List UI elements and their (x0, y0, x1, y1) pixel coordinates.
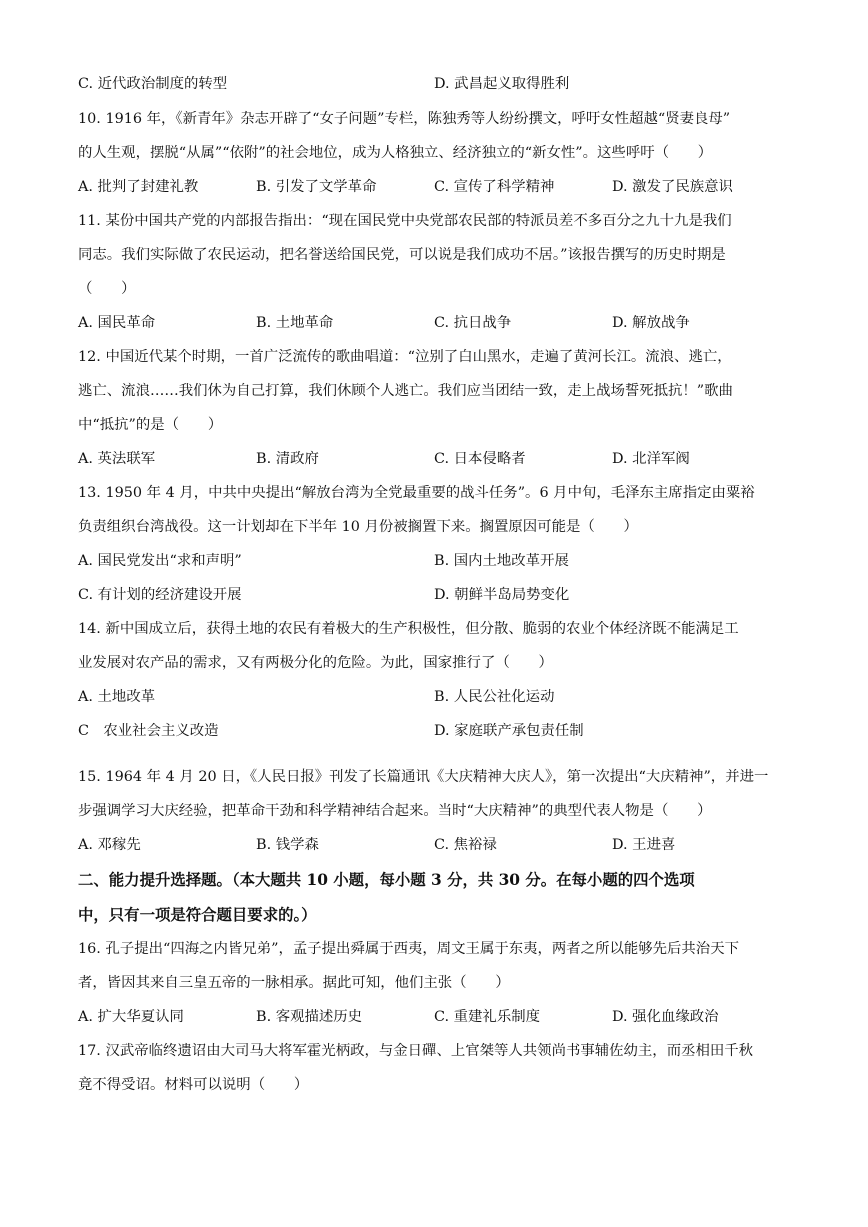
q12-stem-line-1: 12. 中国近代某个时期，一首广泛流传的歌曲唱道：“泣别了白山黑水，走遍了黄河长江。流浪、逃亡， (78, 349, 732, 365)
q16-stem-line-1: 16. 孔子提出“四海之内皆兄弟”，孟子提出舜属于西夷，周文王属于东夷，两者之所以能够先后共治天下 (78, 941, 739, 957)
q17-stem-line-2: 竟不得受诏。材料可以说明（ ） (78, 1077, 309, 1093)
q13-option-d: D. 朝鲜半岛局势变化 (434, 587, 570, 603)
q14-stem-line-1: 14. 新中国成立后，获得土地的农民有着极大的生产积极性，但分散、脆弱的农业个体经济既不能满足工 (78, 621, 739, 637)
q13-option-c: C. 有计划的经济建设开展 (78, 587, 242, 603)
q16-option-d: D. 强化血缘政治 (612, 1009, 719, 1025)
q10-option-c: C. 宣传了科学精神 (434, 179, 555, 195)
q9-option-c: C. 近代政治制度的转型 (78, 76, 228, 92)
q15-stem-line-2: 步强调学习大庆经验，把革命干劲和科学精神结合起来。当时“大庆精神”的典型代表人物是（ ） (78, 803, 712, 819)
q12-option-d: D. 北洋军阀 (612, 451, 690, 467)
q12-option-c: C. 日本侵略者 (434, 451, 526, 467)
q12-option-a: A. 英法联军 (78, 451, 156, 467)
q15-option-b: B. 钱学森 (256, 837, 319, 853)
q12-stem-line-2: 逃亡、流浪……我们休为自己打算，我们休顾个人逃亡。我们应当团结一致，走上战场誓死抵抗！”歌曲 (78, 383, 733, 399)
q15-option-c: C. 焦裕禄 (434, 837, 497, 853)
q16-option-c: C. 重建礼乐制度 (434, 1009, 540, 1025)
q15-option-a: A. 邓稼先 (78, 837, 141, 853)
q17-stem-line-1: 17. 汉武帝临终遗诏由大司马大将军霍光柄政，与金日磾、上官桀等人共领尚书事辅佐幼主，而丞相田千秋 (78, 1043, 754, 1059)
q16-stem-line-2: 者，皆因其来自三皇五帝的一脉相承。据此可知，他们主张（ ） (78, 975, 510, 991)
q11-option-c: C. 抗日战争 (434, 315, 512, 331)
q15-option-d: D. 王进喜 (612, 837, 676, 853)
q10-option-b: B. 引发了文学革命 (256, 179, 377, 195)
q15-stem-line-1: 15. 1964 年 4 月 20 日，《人民日报》刊发了长篇通讯《大庆精神大庆人》，第一次提出“大庆精神”，并进一 (78, 769, 769, 785)
q12-option-b: B. 清政府 (256, 451, 319, 467)
q11-option-a: A. 国民革命 (78, 315, 156, 331)
q10-option-d: D. 激发了民族意识 (612, 179, 733, 195)
q13-stem-line-1: 13. 1950 年 4 月，中共中央提出“解放台湾为全党最重要的战斗任务”。6 月中旬，毛泽东主席指定由粟裕 (78, 485, 755, 501)
q14-option-a: A. 土地改革 (78, 689, 156, 705)
section-2-heading-line-2: 中，只有一项是符合题目要求的。） (78, 906, 317, 924)
q16-option-b: B. 客观描述历史 (256, 1009, 363, 1025)
q14-stem-line-2: 业发展对农产品的需求，又有两极分化的危险。为此，国家推行了（ ） (78, 655, 553, 671)
q16-option-a: A. 扩大华夏认同 (78, 1009, 184, 1025)
q10-stem-line-2: 的人生观，摆脱“从属”“依附”的社会地位，成为人格独立、经济独立的“新女性”。这些呼吁（ ） (78, 145, 713, 161)
q11-option-d: D. 解放战争 (612, 315, 690, 331)
q13-stem-line-2: 负责组织台湾战役。这一计划却在下半年 10 月份被搁置下来。搁置原因可能是（ ） (78, 519, 638, 535)
q9-option-d: D. 武昌起义取得胜利 (434, 76, 570, 92)
q14-option-b: B. 人民公社化运动 (434, 689, 555, 705)
q13-option-a: A. 国民党发出“求和声明” (78, 553, 242, 569)
q11-stem-line-1: 11. 某份中国共产党的内部报告指出：“现在国民党中央党部农民部的特派员差不多百分之九十九是我们 (78, 213, 732, 229)
q10-stem-line-1: 10. 1916 年，《新青年》杂志开辟了“女子问题”专栏，陈独秀等人纷纷撰文，呼吁女性超越“贤妻良母” (78, 111, 731, 127)
q11-stem-line-3: （ ） (78, 281, 136, 297)
q12-stem-line-3: 中“抵抗”的是（ ） (78, 417, 223, 433)
q14-option-d: D. 家庭联产承包责任制 (434, 723, 584, 739)
q13-option-b: B. 国内土地改革开展 (434, 553, 569, 569)
section-2-heading-line-1: 二、能力提升选择题。（本大题共 10 小题，每小题 3 分，共 30 分。在每小题的四个选项 (78, 871, 695, 889)
q11-option-b: B. 土地革命 (256, 315, 334, 331)
q10-option-a: A. 批判了封建礼教 (78, 179, 199, 195)
q11-stem-line-2: 同志。我们实际做了农民运动，把名誉送给国民党，可以说是我们成功不居。”该报告撰写的历史时期是 (78, 247, 726, 263)
q14-option-c: C 农业社会主义改造 (78, 723, 219, 739)
